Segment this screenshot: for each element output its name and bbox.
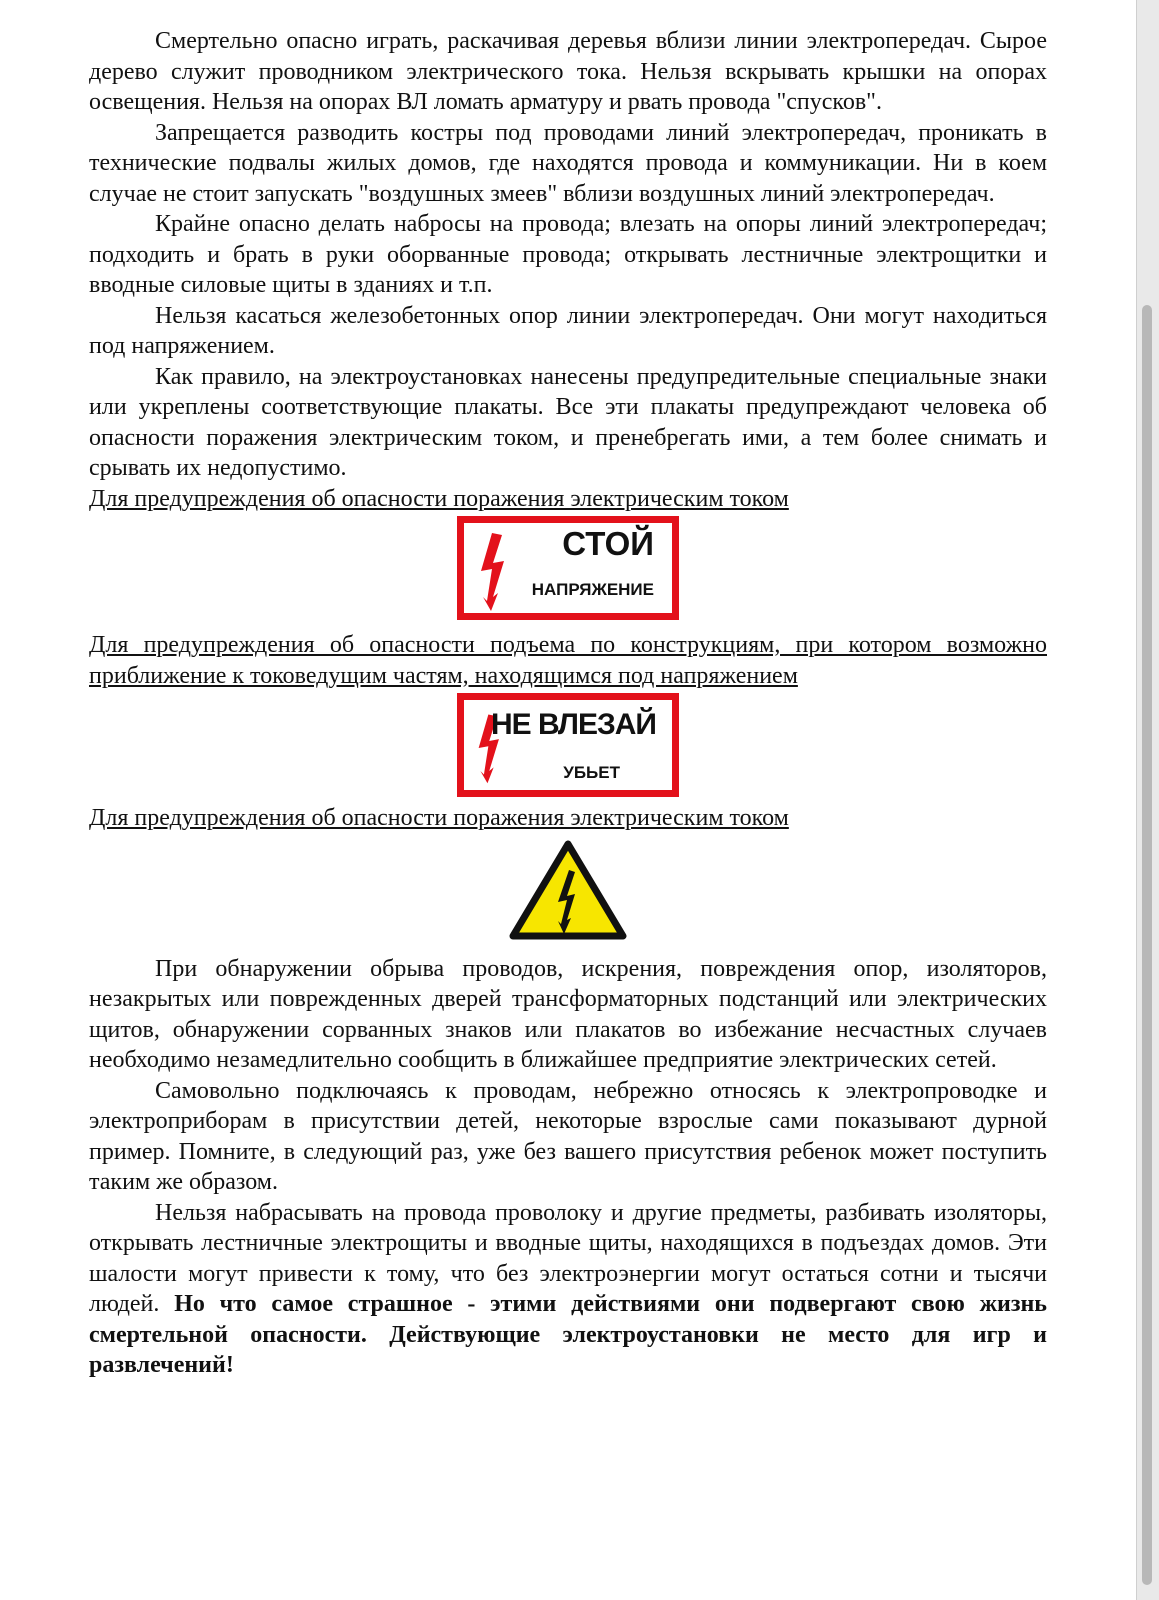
sign-subtitle: НАПРЯЖЕНИЕ xyxy=(531,580,654,599)
lightning-bolt-icon xyxy=(478,531,512,611)
paragraph-text: Нельзя набрасывать на провода проволоку и другие предметы, разбивать изоляторы, открывать лестничные электрощиты и вводные щиты, находящихся в подъездах домов. Эти шалости могут привести к тому, что без электроэнергии могут остаться сотни и тысячи людей. xyxy=(89,1199,1047,1317)
divider xyxy=(1136,0,1137,1600)
scrollbar-thumb[interactable] xyxy=(1142,305,1152,1585)
sign-caption: Для предупреждения об опасности подъема по конструкциям, при котором возможно приближение к токоведущим частям, находящимся под напряжением xyxy=(89,632,1047,689)
sign-title: НЕ ВЛЕЗАЙ xyxy=(490,708,656,741)
paragraph-bold-text: Но что самое страшное - этими действиями они подвергают свою жизнь смертельной опасности. Действующие электроустановки не место для игр и развлечений! xyxy=(89,1291,1048,1378)
paragraph: Запрещается разводить костры под проводами линий электропередач, проникать в технические подвалы жилых домов, где находятся провода и коммуникации. Ни в коем случае не стоит запускать "воздушных змеев" вблизи воздушных линий электропередач. xyxy=(89,119,1047,207)
paragraph: При обнаружении обрыва проводов, искрения, повреждения опор, изоляторов, незакрытых или поврежденных дверей трансформаторных подстанций или электрических щитов, обнаружении сорванных знаков или плакатов во избежание несчастных случаев необходимо незамедлительно сообщить в ближайшее предприятие электрических сетей. xyxy=(89,955,1047,1073)
document-content xyxy=(89,26,1047,1381)
paragraph: Как правило, на электроустановках нанесены предупредительные специальные знаки или укреплены соответствующие плакаты. Все эти плакаты предупреждают человека об опасности поражения электрическим током, и пренебрегать ими, а тем более снимать и срывать их недопустимо. xyxy=(89,363,1047,481)
sign-caption: Для предупреждения об опасности поражения электрическим током xyxy=(89,485,789,512)
paragraph: Самовольно подключаясь к проводам, небрежно относясь к электропроводке и электроприборам в присутствии детей, некоторые взрослые сами показывают дурной пример. Помните, в следующий раз, уже без вашего присутствия ребенок может поступить таким же образом. xyxy=(89,1077,1047,1195)
sign-container xyxy=(89,840,1047,940)
sign-caption: Для предупреждения об опасности поражения электрическим током xyxy=(89,805,789,831)
sign-title: СТОЙ xyxy=(562,525,654,562)
sign-container xyxy=(89,693,1047,797)
paragraph xyxy=(89,1198,1047,1381)
paragraph: Смертельно опасно играть, раскачивая деревья вблизи линии электропередач. Сырое дерево служит проводником электрического тока. Нельзя вскрывать крышки на опорах освещения. Нельзя на опорах ВЛ ломать арматуру и рвать провода "спусков". xyxy=(89,28,1047,115)
sign-container xyxy=(89,516,1047,620)
sign-subtitle: УБЬЕТ xyxy=(563,763,620,782)
high-voltage-warning-icon xyxy=(509,840,627,940)
do-not-climb-sign xyxy=(457,693,679,797)
stop-voltage-sign xyxy=(457,516,679,620)
paragraph: Нельзя касаться железобетонных опор линии электропередач. Они могут находиться под напряжением. xyxy=(89,302,1047,359)
paragraph: Крайне опасно делать набросы на провода; влезать на опоры линий электропередач; подходить и брать в руки оборванные провода; открывать лестничные электрощитки и вводные силовые щиты в зданиях и т.п. xyxy=(89,211,1047,298)
